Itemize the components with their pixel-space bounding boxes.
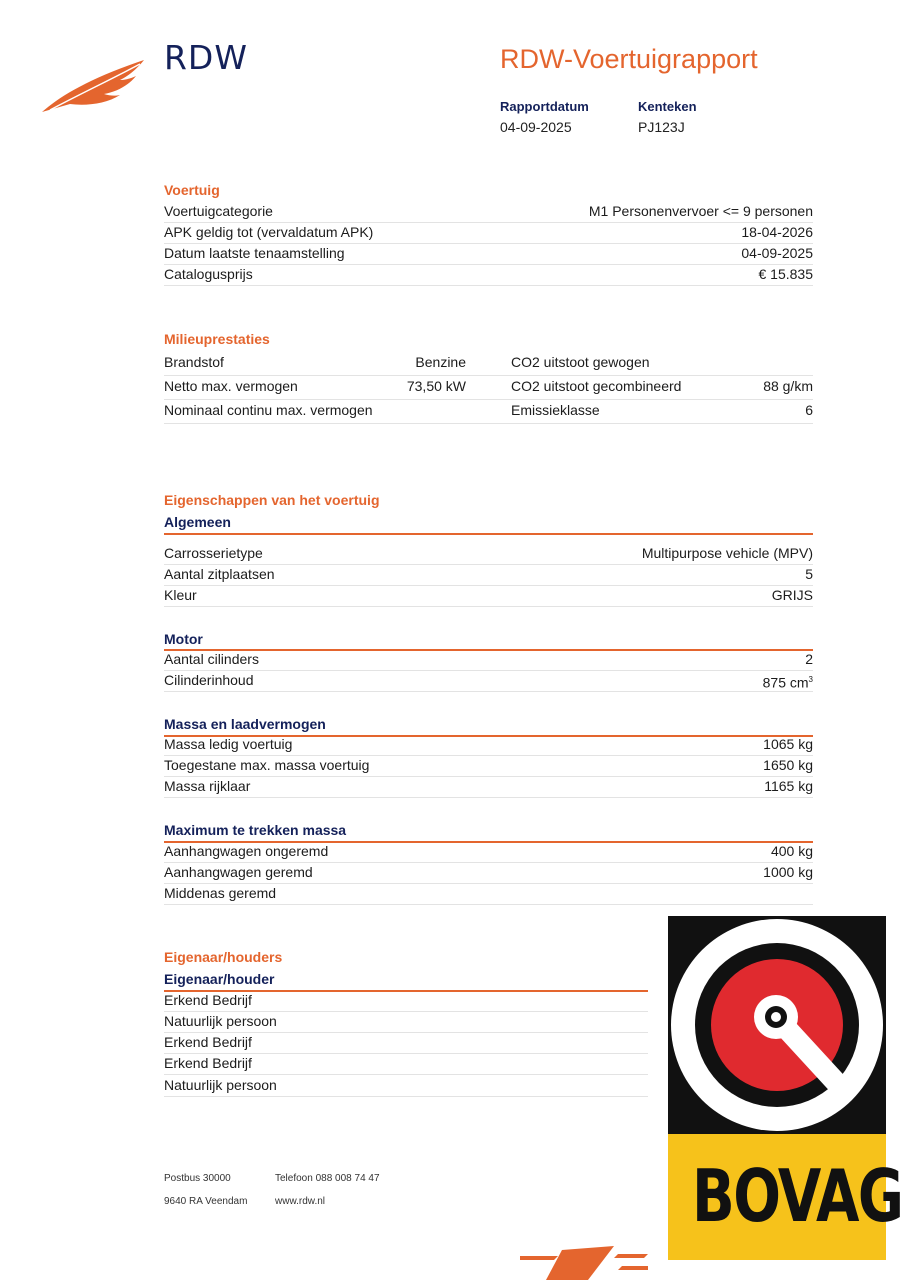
unit-superscript: 3 <box>808 675 813 684</box>
footer-address-line1: Postbus 30000 <box>164 1173 231 1184</box>
row-label: Massa ledig voertuig <box>164 736 293 752</box>
row-label: CO2 uitstoot gecombineerd <box>511 378 682 394</box>
section-title-environment: Milieuprestaties <box>164 331 270 347</box>
row-label: Cilinderinhoud <box>164 672 254 688</box>
row-label: Erkend Bedrijf <box>164 1055 252 1071</box>
row-label: Natuurlijk persoon <box>164 1077 277 1093</box>
table-row <box>164 755 813 777</box>
row-label: Voertuigcategorie <box>164 203 273 219</box>
table-row <box>164 585 813 607</box>
report-date-value: 04-09-2025 <box>500 119 572 135</box>
row-value: 1065 kg <box>763 736 813 752</box>
table-row <box>164 375 813 400</box>
subsection-title-owner: Eigenaar/houder <box>164 971 275 987</box>
row-label: Nominaal continu max. vermogen <box>164 402 373 418</box>
row-label: Aantal zitplaatsen <box>164 566 275 582</box>
row-value: M1 Personenvervoer <= 9 personen <box>588 203 813 219</box>
subsection-title-engine: Motor <box>164 631 203 647</box>
table-row <box>164 264 813 286</box>
row-value: Benzine <box>415 354 466 370</box>
table-row <box>164 243 813 265</box>
row-value: 1650 kg <box>763 757 813 773</box>
plate-label: Kenteken <box>638 99 697 114</box>
subsection-title-mass: Massa en laadvermogen <box>164 716 326 732</box>
row-label: Datum laatste tenaamstelling <box>164 245 345 261</box>
table-row <box>164 649 813 671</box>
section-title-owners: Eigenaar/houders <box>164 949 283 965</box>
row-label: Massa rijklaar <box>164 778 251 794</box>
row-value: € 15.835 <box>758 266 813 282</box>
bovag-badge-text: BOVAG <box>691 1154 903 1238</box>
row-label: Aanhangwagen ongeremd <box>164 843 329 859</box>
row-label: Brandstof <box>164 354 224 370</box>
report-date-label: Rapportdatum <box>500 99 589 114</box>
row-label: Erkend Bedrijf <box>164 992 252 1008</box>
table-row <box>164 201 813 223</box>
rdw-logo-text: RDW <box>164 38 248 77</box>
row-value: 400 kg <box>770 843 813 859</box>
row-value: 875 $cm^3$ <box>762 674 813 691</box>
plate-value: PJ123J <box>638 119 685 135</box>
table-row <box>164 841 813 863</box>
row-value: 88 g/km <box>763 378 813 394</box>
footer-phone: Telefoon 088 008 74 47 <box>275 1173 380 1184</box>
row-label: Emissieklasse <box>511 402 600 418</box>
table-row <box>164 776 813 798</box>
table-row <box>164 222 813 244</box>
row-label: Natuurlijk persoon <box>164 1013 277 1029</box>
table-row <box>164 564 813 586</box>
row-label: Middenas geremd <box>164 885 277 901</box>
row-value: 1000 kg <box>763 864 813 880</box>
section-title-vehicle: Voertuig <box>164 182 220 198</box>
row-value: 04-09-2025 <box>741 245 813 261</box>
table-row <box>164 734 813 756</box>
row-value: 73,50 kW <box>406 378 466 394</box>
row-label: Carrosserietype <box>164 545 263 561</box>
row-label: Aanhangwagen geremd <box>164 864 313 880</box>
report-title: RDW-Voertuigrapport <box>500 44 758 74</box>
table-row <box>164 883 813 905</box>
divider <box>164 533 813 535</box>
row-value: 2 <box>805 651 813 667</box>
footer-address-line2: 9640 RA Veendam <box>164 1196 248 1207</box>
row-label: Netto max. vermogen <box>164 378 298 394</box>
bovag-badge <box>648 906 904 1280</box>
decorative-stripes <box>518 1240 668 1280</box>
table-row <box>164 670 813 692</box>
subsection-title-general: Algemeen <box>164 514 231 530</box>
table-row <box>164 543 813 565</box>
row-label: Kleur <box>164 587 197 603</box>
row-value: 5 <box>805 566 813 582</box>
footer-website[interactable]: www.rdw.nl <box>275 1196 326 1207</box>
table-row <box>164 862 813 884</box>
row-label: Toegestane max. massa voertuig <box>164 757 370 773</box>
row-value: 18-04-2026 <box>741 224 813 240</box>
row-value: Multipurpose vehicle (MPV) <box>641 545 813 561</box>
row-label: APK geldig tot (vervaldatum APK) <box>164 224 374 240</box>
table-row <box>164 351 813 376</box>
rdw-feather-logo <box>40 56 150 114</box>
row-value: 6 <box>805 402 813 418</box>
row-label: Aantal cilinders <box>164 651 259 667</box>
row-value: 1165 kg <box>764 778 813 794</box>
section-title-properties: Eigenschappen van het voertuig <box>164 492 380 508</box>
row-label: CO2 uitstoot gewogen <box>511 354 650 370</box>
row-label: Erkend Bedrijf <box>164 1034 252 1050</box>
table-row <box>164 399 813 424</box>
row-label: Catalogusprijs <box>164 266 253 282</box>
row-value: GRIJS <box>771 587 813 603</box>
subsection-title-towing: Maximum te trekken massa <box>164 822 347 838</box>
